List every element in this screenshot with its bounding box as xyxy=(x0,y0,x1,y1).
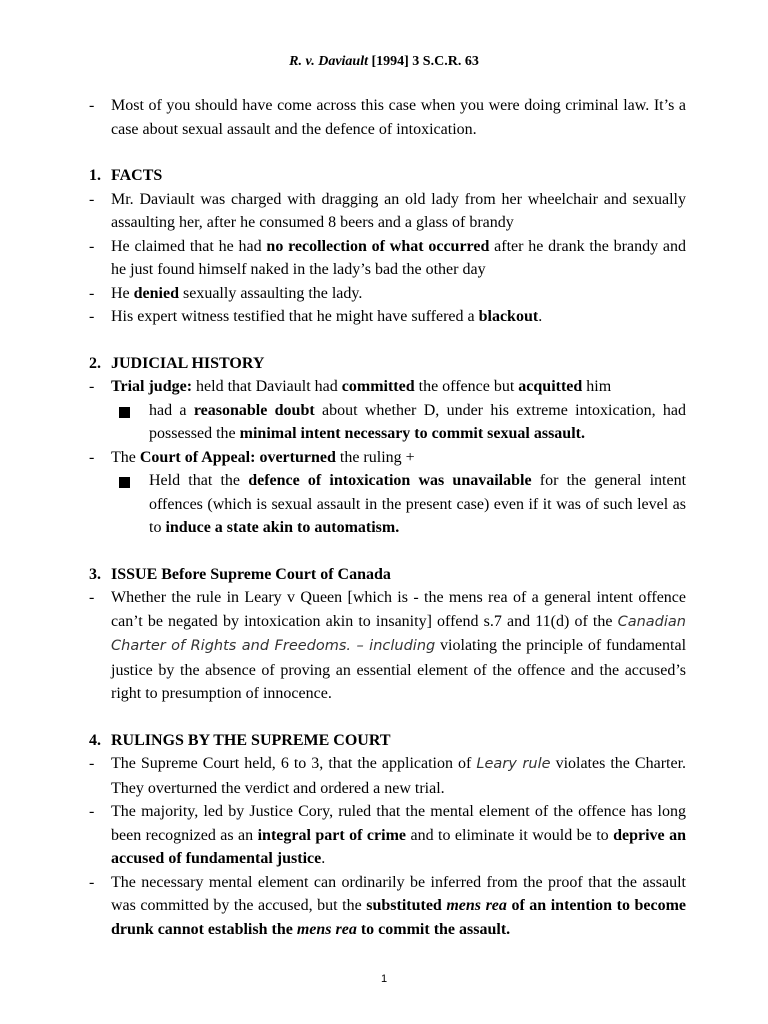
rulings-bullet: - The Supreme Court held, 6 to 3, that the application of Leary rule violates the Charter. They overturned the verdict and ordered a new trial. xyxy=(89,755,687,797)
facts-bullet: - Mr. Daviault was charged with dragging an old lady from her wheelchair and sexually assaulting her, after he consumed 8 beers and a glass of brandy xyxy=(89,190,686,231)
rulings-bullet: - The necessary mental element can ordinarily be inferred from the proof that the assault was committed by the accused, but the substituted mens rea of an intention to become drunk cannot establish the mens rea to commit the assault. xyxy=(89,873,687,938)
document-body xyxy=(89,94,686,941)
facts-bullet: - His expert witness testified that he might have suffered a blackout. xyxy=(89,308,543,325)
rulings-bullet: - The majority, led by Justice Cory, ruled that the mental element of the offence has long been recognized as an integral part of crime and to eliminate it would be to deprive an accused of fundamental justice. xyxy=(89,803,687,867)
section-heading-judicial-history: 2. JUDICIAL HISTORY xyxy=(89,354,265,372)
intro-bullet xyxy=(89,94,686,141)
leary-rule: Leary rule xyxy=(476,756,551,772)
judicial-history-subbullet: Held that the defence of intoxication was unavailable for the general intent offences (which is sexual assault in the present case) even if it was of such level as to induce a state akin to automatism. xyxy=(89,469,686,540)
section-heading-issue: 3. ISSUE Before Supreme Court of Canada xyxy=(89,565,391,583)
square-bullet-icon xyxy=(119,477,130,488)
square-bullet-icon xyxy=(119,407,130,418)
case-citation: [1994] 3 S.C.R. 63 xyxy=(371,54,479,69)
issue-bullet: - Whether the rule in Leary v Queen [which is - the mens rea of a general intent offence can’t be negated by intoxication akin to insanity] offend s.7 and 11(d) of the Canadian Charter of Rights and Freedoms. – including violating the principle of fundamental justice by the absence of proving an essential element of the offence and the accused’s right to presumption of innocence. xyxy=(89,589,687,702)
case-name: R. v. Daviault xyxy=(289,54,368,69)
case-title xyxy=(0,54,768,70)
charter-name: Canadian Charter of Rights and Freedoms. – including xyxy=(111,613,686,654)
section-heading-rulings: 4. RULINGS BY THE SUPREME COURT xyxy=(89,731,391,749)
judicial-history-subbullet: had a reasonable doubt about whether D, under his extreme intoxication, had possessed the minimal intent necessary to commit sexual assault. xyxy=(89,399,686,446)
judicial-history-bullet: - The Court of Appeal: overturned the ruling + xyxy=(89,448,415,466)
facts-bullet: - He claimed that he had no recollection of what occurred after he drank the brandy and he just found himself naked in the lady’s bad the other day xyxy=(89,237,686,278)
intro-text: Most of you should have come across this case when you were doing criminal law. It’s a case about sexual assault and the defence of intoxication. xyxy=(111,97,686,138)
section-heading-facts: 1. FACTS xyxy=(89,167,163,184)
bullet-dash: - xyxy=(89,97,95,114)
facts-bullet: - He denied sexually assaulting the lady. xyxy=(89,284,363,302)
judicial-history-bullet: - Trial judge: held that Daviault had committed the offence but acquitted him xyxy=(89,378,612,395)
page-number: 1 xyxy=(380,973,388,985)
